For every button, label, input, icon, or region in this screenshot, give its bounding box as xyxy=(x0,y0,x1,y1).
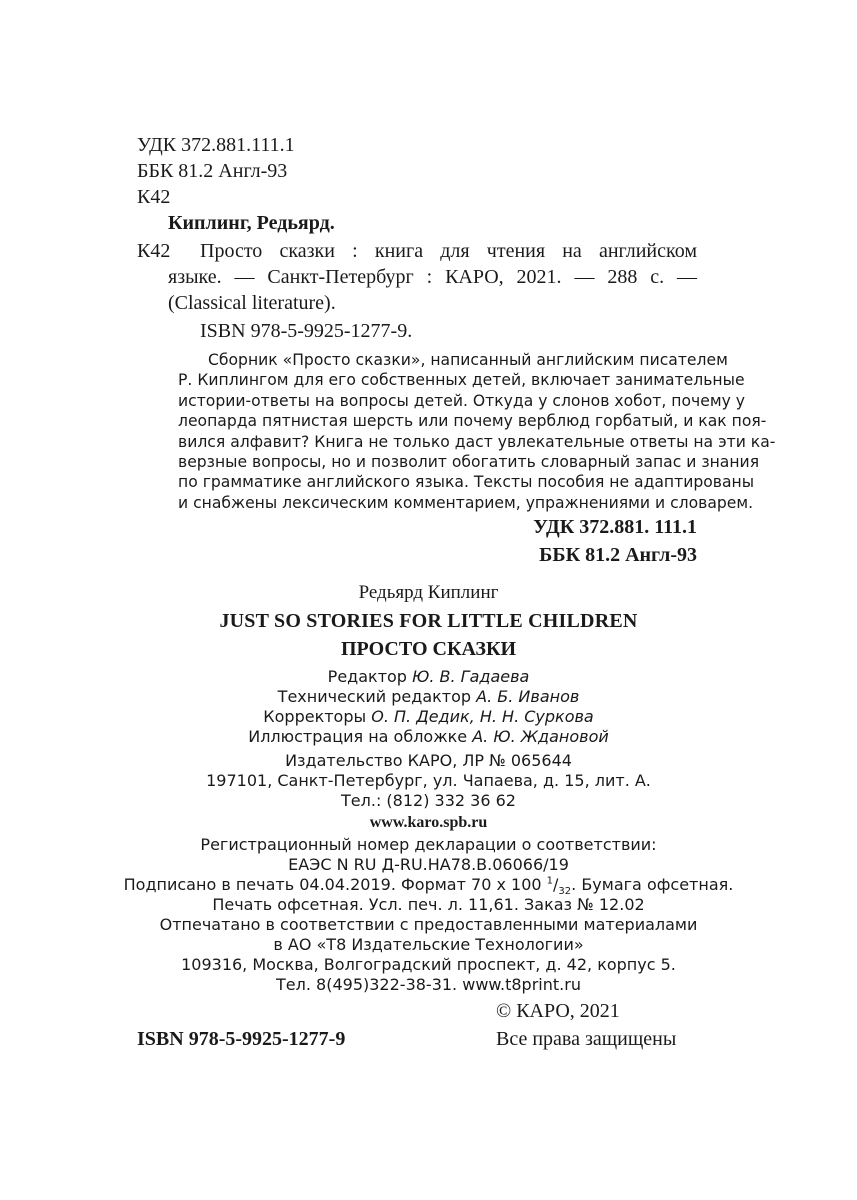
publisher-address: 197101, Санкт-Петербург, ул. Чапаева, д. 15, лит. А. xyxy=(206,771,651,790)
annotation-line: истории-ответы на вопросы детей. Откуда у слонов хобот, почему у xyxy=(178,391,745,410)
udk-code: УДК 372.881.111.1 xyxy=(137,134,295,156)
annotation-line: вился алфавит? Книга не только даст увлекательные ответы на эти ка- xyxy=(178,432,776,451)
credit-cover-illustration xyxy=(0,727,857,746)
format-numerator: 1 xyxy=(546,875,554,887)
colophon-author: Редьярд Киплинг xyxy=(358,582,499,603)
annotation-line: Сборник «Просто сказки», написанный английским писателем xyxy=(208,351,728,369)
record-line-3: (Classical literature). xyxy=(168,292,336,314)
annotation-line: по грамматике английского языка. Тексты пособия не адаптированы xyxy=(178,473,755,492)
print-signed-text: Подписано в печать 04.04.2019. Формат 70 x 100 xyxy=(123,875,542,894)
print-details: Печать офсетная. Усл. печ. л. 11,61. Заказ № 12.02 xyxy=(212,895,645,914)
publisher-name: Издательство КАРО, ЛР № 065644 xyxy=(285,751,572,770)
printer-contacts: Тел. 8(495)322-38-31. www.t8print.ru xyxy=(276,975,581,994)
record-line-1: Просто сказки : книга для чтения на английском xyxy=(200,240,697,262)
annotation-line: леопарда пятнистая шерсть или почему верблюд горбатый, и как поя- xyxy=(178,412,767,431)
registration-number: ЕАЭС N RU Д-RU.HA78.B.06066/19 xyxy=(288,855,569,874)
credit-name: Ю. В. Гадаева xyxy=(412,667,530,686)
printer-address: 109316, Москва, Волгоградский проспект, д. 42, корпус 5. xyxy=(181,955,676,974)
record-mark: К42 xyxy=(137,240,171,262)
format-slash: / xyxy=(553,875,559,894)
isbn-line: ISBN 978-5-9925-1277-9. xyxy=(200,320,413,342)
format-denominator: 32 xyxy=(558,886,572,898)
printed-line-1: Отпечатано в соответствии с предоставленными материалами xyxy=(159,915,698,934)
record-line-2: языке. — Санкт-Петербург : КАРО, 2021. — 288 с. — xyxy=(168,266,697,288)
footer-isbn: ISBN 978-5-9925-1277-9 xyxy=(137,1028,346,1050)
title-english: JUST SO STORIES FOR LITTLE CHILDREN xyxy=(219,610,638,632)
publisher-website[interactable]: www.karo.spb.ru xyxy=(369,814,488,831)
print-signed xyxy=(0,875,857,897)
credit-role: Технический редактор xyxy=(277,687,472,706)
copyright: © КАРО, 2021 xyxy=(496,1000,620,1022)
rights-reserved: Все права защищены xyxy=(496,1028,677,1050)
credit-proofreaders xyxy=(0,707,857,726)
title-russian: ПРОСТО СКАЗКИ xyxy=(340,638,517,660)
credit-role: Корректоры xyxy=(263,707,367,726)
annotation-paragraph xyxy=(178,350,776,513)
credit-role: Иллюстрация на обложке xyxy=(248,727,468,746)
registration-label: Регистрационный номер декларации о соответствии: xyxy=(200,835,657,854)
annotation-line: верзные вопросы, но и позволит обогатить словарный запас и знания xyxy=(178,453,760,472)
credit-tech-editor xyxy=(0,687,857,706)
credit-editor xyxy=(0,667,857,686)
credit-name: А. Б. Иванов xyxy=(476,687,580,706)
author-heading: Киплинг, Редьярд. xyxy=(168,212,335,234)
credit-role: Редактор xyxy=(327,667,407,686)
annotation-line: и снабжены лексическим комментарием, упражнениями и словарем. xyxy=(178,493,754,512)
publisher-phone: Тел.: (812) 332 36 62 xyxy=(341,791,516,810)
bbk-code-right: ББК 81.2 Англ-93 xyxy=(539,544,697,566)
credit-name: О. П. Дедик, Н. Н. Суркова xyxy=(371,707,594,726)
author-mark: К42 xyxy=(137,186,171,208)
print-signed-suffix: . Бумага офсетная. xyxy=(571,875,734,894)
bbk-code: ББК 81.2 Англ-93 xyxy=(137,160,288,182)
credit-name: А. Ю. Ждановой xyxy=(472,727,609,746)
udk-code-right: УДК 372.881. 111.1 xyxy=(533,516,697,538)
annotation-line: Р. Киплингом для его собственных детей, включает занимательные xyxy=(178,371,745,390)
printed-line-2: в АО «Т8 Издательские Технологии» xyxy=(273,935,584,954)
